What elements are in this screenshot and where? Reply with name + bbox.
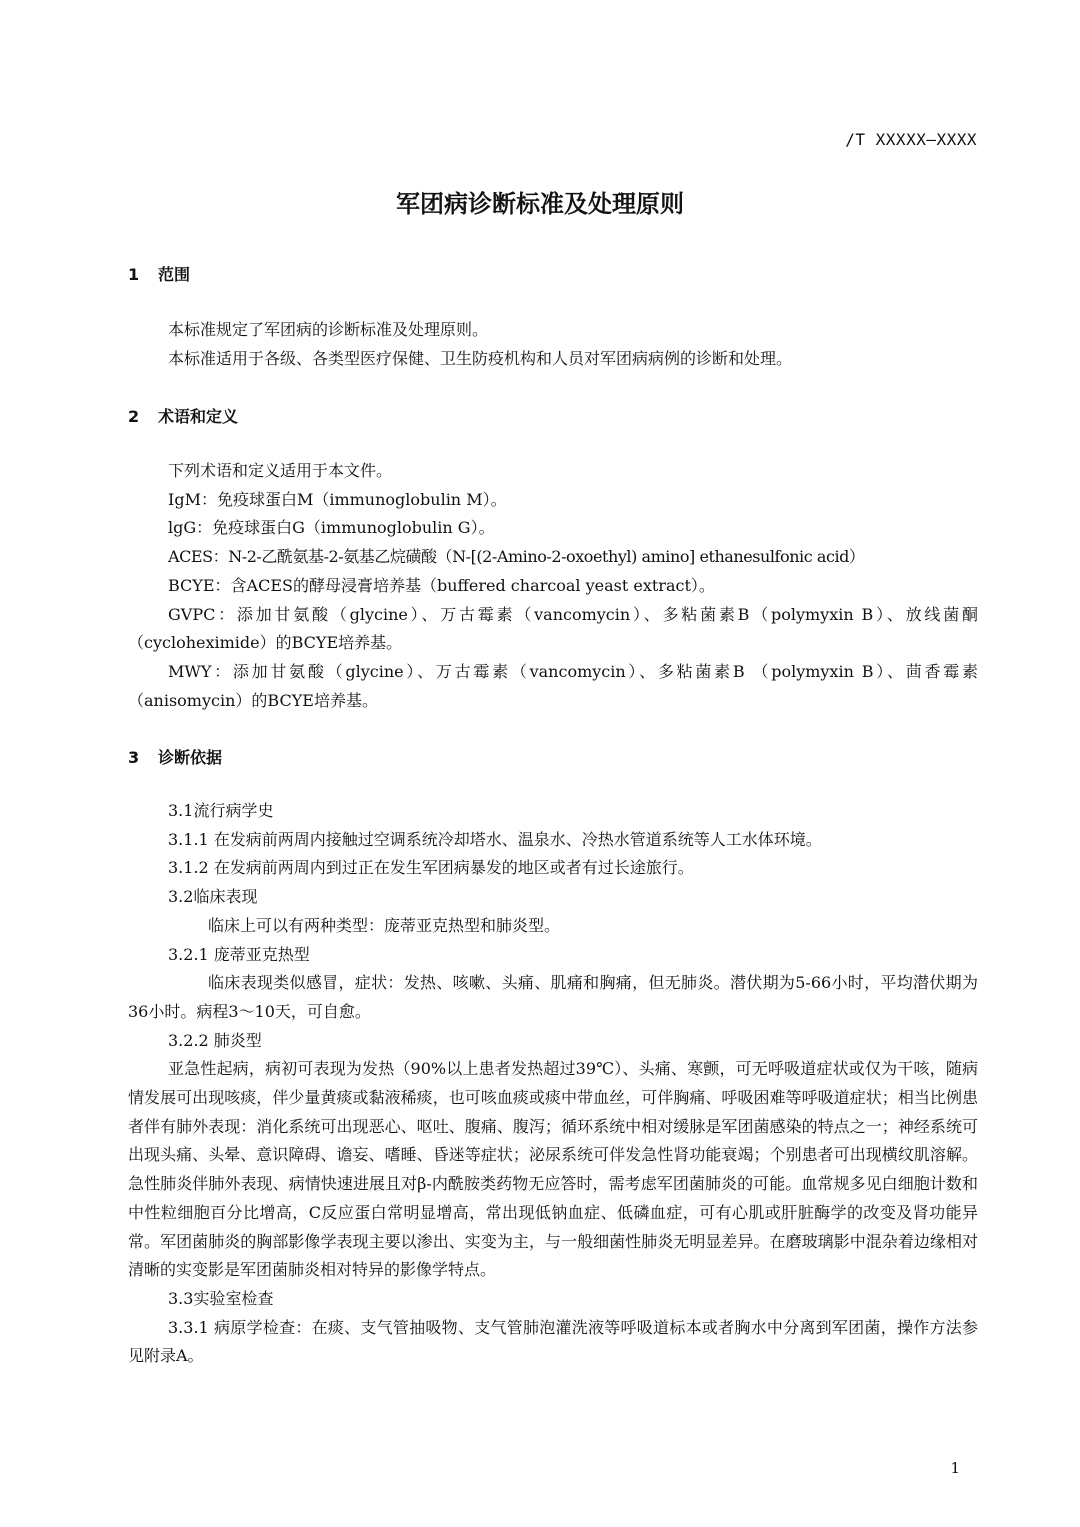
paragraph-pathogen: 3.3.1 病原学检查：在痰、支气管抽吸物、支气管肺泡灌洗液等呼吸道标本或者胸水中分离到军团菌，操作方法参见附录A。: [128, 1317, 978, 1366]
paragraph: 3.1.2 在发病前两周内到过正在发生军团病暴发的地区或者有过长途旅行。: [168, 858, 694, 878]
page-number: 1: [950, 1459, 960, 1477]
section-number: 1: [128, 265, 140, 284]
subheading-lab: 3.3实验室检查: [168, 1288, 274, 1308]
section-heading-scope: [128, 262, 190, 285]
definition-aces: ACES：N-2-乙酰氨基-2-氨基乙烷磺酸（N-[(2-Amino-2-oxoethyl) amino] ethanesulfonic acid）: [168, 547, 865, 567]
definition-igg: lgG：免疫球蛋白G（immunoglobulin G）。: [168, 518, 495, 538]
section-title: 术语和定义: [158, 407, 239, 426]
subheading-pontiac: 3.2.1 庞蒂亚克热型: [168, 944, 310, 964]
section-number: 2: [128, 407, 140, 426]
definition-igm: IgM：免疫球蛋白M（immunoglobulin M）。: [168, 489, 507, 509]
paragraph: 本标准适用于各级、各类型医疗保健、卫生防疫机构和人员对军团病病例的诊断和处理。: [168, 348, 793, 368]
document-code: /T XXXXX—XXXX: [845, 130, 977, 149]
subheading-pneumonia: 3.2.2 肺炎型: [168, 1030, 262, 1050]
section-heading-definitions: [128, 404, 238, 427]
section-body-diagnosis: [128, 797, 978, 1371]
section-number: 3: [128, 748, 140, 767]
definition-mwy: MWY：添加甘氨酸（glycine）、万古霉素（vancomycin）、多粘菌素B （polymyxin B）、茴香霉素（anisomycin）的BCYE培养基。: [128, 661, 978, 710]
paragraph: 本标准规定了军团病的诊断标准及处理原则。: [168, 320, 489, 339]
paragraph: 临床上可以有两种类型：庞蒂亚克热型和肺炎型。: [208, 915, 561, 935]
document-title: 军团病诊断标准及处理原则: [396, 190, 684, 218]
paragraph-pontiac: 临床表现类似感冒，症状：发热、咳嗽、头痛、肌痛和胸痛，但无肺炎。潜伏期为5-66小时，平均潜伏期为36小时。病程3～10天，可自愈。: [128, 973, 978, 1021]
paragraph: 3.1.1 在发病前两周内接触过空调系统冷却塔水、温泉水、冷热水管道系统等人工水体环境。: [168, 829, 822, 849]
subheading-clinical: 3.2临床表现: [168, 887, 258, 907]
section-title: 诊断依据: [158, 748, 223, 767]
section-title: 范围: [158, 265, 191, 284]
definition-bcye: BCYE：含ACES的酵母浸膏培养基（buffered charcoal yeast extract）。: [168, 575, 715, 595]
subheading-epidemiology: 3.1流行病学史: [168, 801, 274, 820]
paragraph-pneumonia: 亚急性起病，病初可表现为发热（90%以上患者发热超过39℃）、头痛、寒颤，可无呼吸道症状或仅为干咳，随病情发展可出现咳痰，伴少量黄痰或黏液稀痰，也可咳血痰或痰中带血丝，可伴胸痛、呼吸困难等呼吸道症状；相当比例患者伴有肺外表现：消化系统可出现恶心、呕吐、腹痛、腹泻；循环系统中相对缓脉是军团菌感染的特点之一；神经系统可出现头痛、头晕、意识障碍、谵妄、嗜睡、昏迷等症状；泌尿系统可伴发急性肾功能衰竭；个别患者可出现横纹肌溶解。急性肺炎伴肺外表现、病情快速进展且对β-内酰胺类药物无应答时，需考虑军团菌肺炎的可能。血常规多见白细胞计数和中性粒细胞百分比增高，C反应蛋白常明显增高，常出现低钠血症、低磷血症，可有心肌或肝脏酶学的改变及肾功能异常。军团菌肺炎的胸部影像学表现主要以渗出、实变为主，与一般细菌性肺炎无明显差异。在磨玻璃影中混杂着边缘相对清晰的实变影是军团菌肺炎相对特异的影像学特点。: [128, 1059, 978, 1280]
definition-gvpc: GVPC：添加甘氨酸（glycine）、万古霉素（vancomycin）、多粘菌素B（polymyxin B）、放线菌酮（cycloheximide）的BCYE培养基。: [128, 604, 978, 653]
paragraph: 下列术语和定义适用于本文件。: [168, 461, 393, 480]
section-heading-diagnosis: [128, 745, 222, 768]
section-body-scope: [128, 316, 978, 373]
section-body-definitions: [128, 457, 978, 715]
